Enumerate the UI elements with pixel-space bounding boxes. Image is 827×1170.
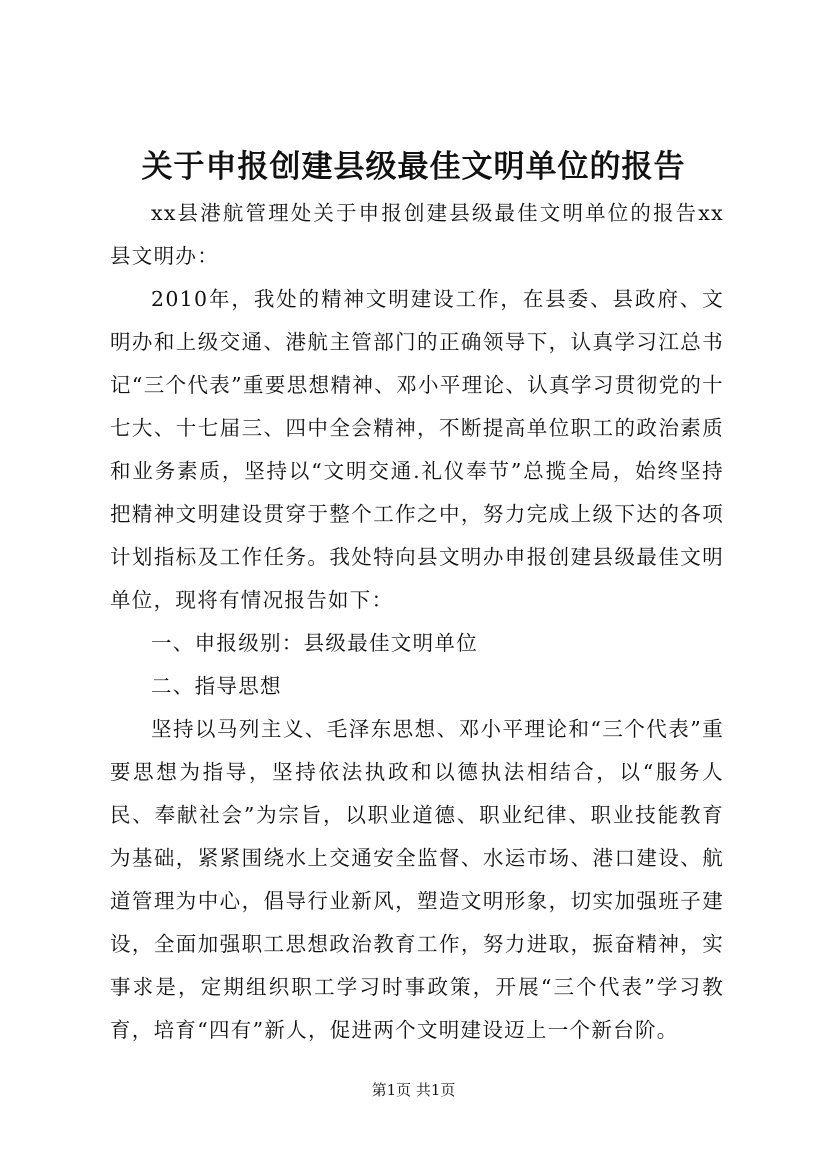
page-footer: 第1页 共1页 <box>371 1081 456 1099</box>
section-heading-level: 一、申报级别：县级最佳文明单位 <box>151 631 478 655</box>
body-paragraph-intro: xx县港航管理处关于申报创建县级最佳文明单位的报告xx县文明办： <box>110 201 724 268</box>
document-title: 关于申报创建县级最佳文明单位的报告 <box>141 149 686 185</box>
document-body <box>110 192 724 1052</box>
body-paragraph-main: 2010年，我处的精神文明建设工作，在县委、县政府、文明办和上级交通、港航主管部门的正确领导下，认真学习江总书记“三个代表”重要思想精神、邓小平理论、认真学习贯彻党的十七大、十七届三、四中全会精神，不断提高单位职工的政治素质和业务素质，坚持以“文明交通.礼仪奉节”总揽全局，始终坚持把精神文明建设贯穿于整个工作之中，努力完成上级下达的各项计划指标及工作任务。我处特向县文明办申报创建县级最佳文明单位，现将有情况报告如下： <box>110 287 724 612</box>
section-heading-guiding: 二、指导思想 <box>151 674 282 698</box>
body-paragraph-guiding: 坚持以马列主义、毛泽东思想、邓小平理论和“三个代表”重要思想为指导，坚持依法执政和以德执法相结合，以“服务人民、奉献社会”为宗旨，以职业道德、职业纪律、职业技能教育为基础，紧紧围绕水上交通安全监督、水运市场、港口建设、航道管理为中心，倡导行业新风，塑造文明形象，切实加强班子建设，全面加强职工思想政治教育工作，努力进取，振奋精神，实事求是，定期组织职工学习时事政策，开展“三个代表”学习教育，培育“四有”新人，促进两个文明建设迈上一个新台阶。 <box>110 717 724 1042</box>
